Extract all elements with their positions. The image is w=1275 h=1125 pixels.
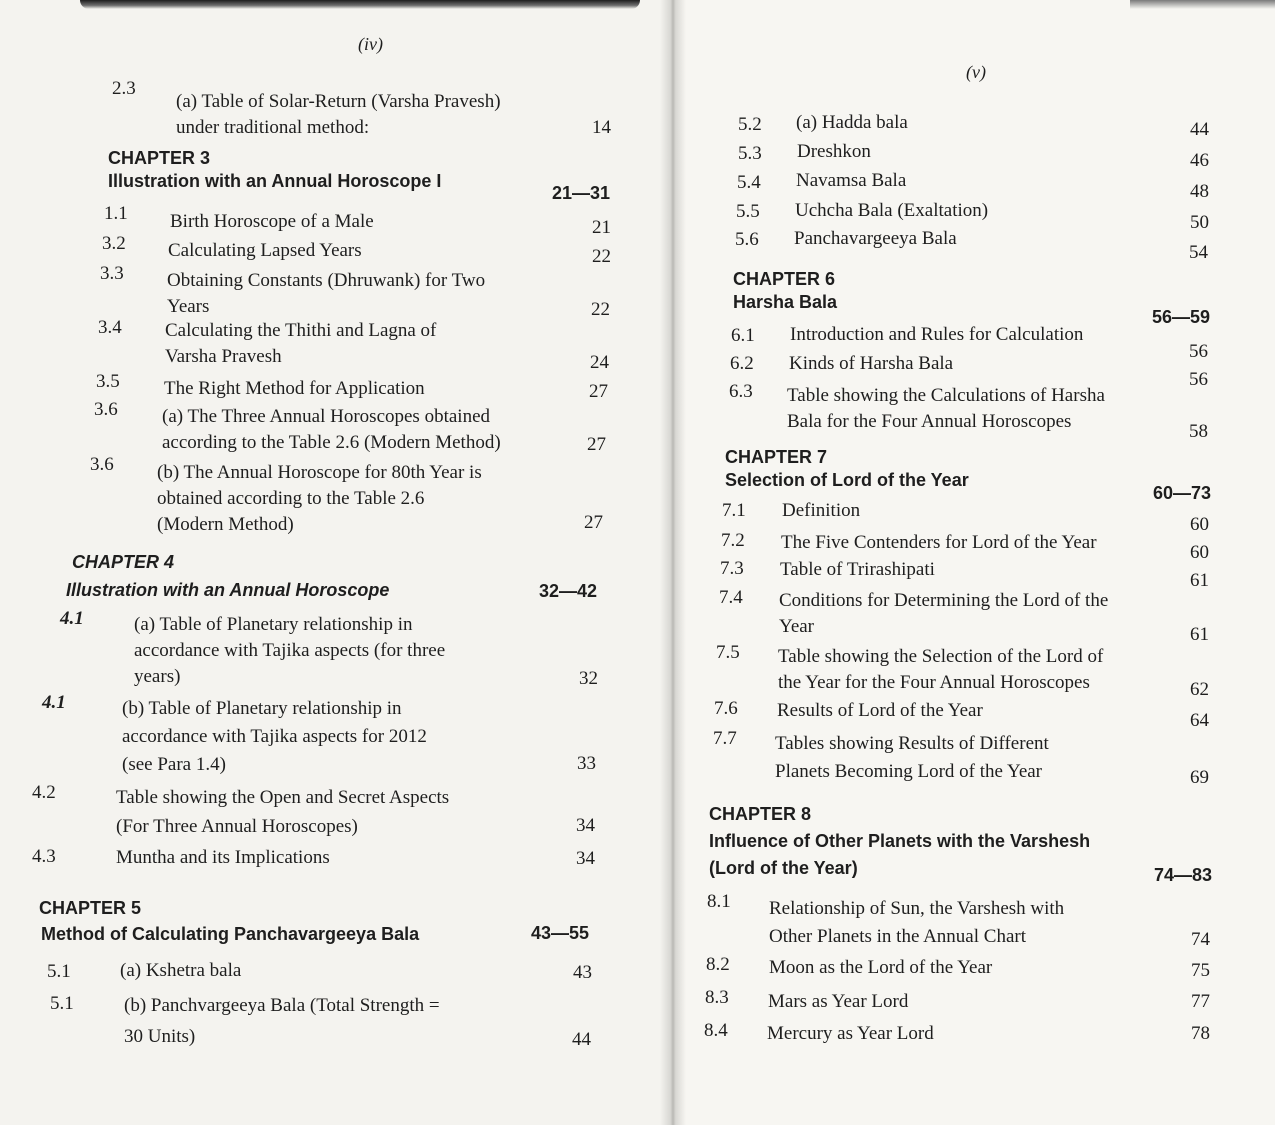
- toc-entry-number: 7.7: [713, 728, 737, 749]
- chapter-heading: CHAPTER 5 Method of Calculating Panchavargeeya Bala: [39, 898, 420, 944]
- toc-entry-page: 21: [592, 217, 611, 238]
- toc-entry-title: Table showing the Open and Secret Aspects (For Three Annual Horoscopes): [116, 787, 450, 837]
- toc-entry-title: (b) The Annual Horoscope for 80th Year is obtained according to the Table 2.6 (Modern Method): [157, 462, 482, 535]
- toc-entry-number: 7.4: [719, 587, 743, 608]
- toc-entry-title: Mars as Year Lord: [768, 991, 909, 1012]
- toc-entry-title: Birth Horoscope of a Male: [170, 211, 374, 232]
- toc-entry-title: (a) Table of Planetary relationship in accordance with Tajika aspects (for three years): [134, 614, 446, 687]
- toc-entry-page: 64: [1190, 710, 1209, 731]
- toc-entry-page: 32: [579, 668, 598, 689]
- toc-entry-title: Dreshkon: [797, 141, 871, 162]
- toc-entry-page: 77: [1191, 991, 1210, 1012]
- toc-entry-title: Table of Trirashipati: [780, 559, 935, 580]
- toc-entry-title: (a) Hadda bala: [796, 112, 908, 133]
- toc-entry-number: 6.1: [731, 325, 755, 346]
- toc-entry-number: 7.5: [716, 642, 740, 663]
- toc-entry-page: 22: [592, 246, 611, 267]
- toc-entry-page: 33: [577, 753, 596, 774]
- toc-entry-title: Table showing the Selection of the Lord of the Year for the Four Annual Horoscopes: [778, 646, 1104, 693]
- book-gutter: [660, 0, 686, 1125]
- toc-entry-page: 50: [1190, 212, 1209, 233]
- page-number-left: (iv): [358, 34, 383, 54]
- toc-entry-number: 3.6: [90, 454, 114, 475]
- chapter-page-range: 21—31: [552, 183, 611, 203]
- toc-entry-page: 56: [1189, 369, 1208, 390]
- toc-entry-title: (b) Table of Planetary relationship in accordance with Tajika aspects for 2012 (see Para 1.4): [122, 698, 427, 775]
- toc-entry-number: 4.3: [32, 846, 56, 867]
- toc-entry-number: 3.2: [102, 233, 126, 254]
- toc-entry-page: 61: [1190, 570, 1209, 591]
- toc-entry-number: 5.4: [737, 172, 761, 193]
- toc-entry-title: Results of Lord of the Year: [777, 700, 983, 721]
- toc-entry-number: 3.3: [100, 263, 124, 284]
- toc-entry-title: Muntha and its Implications: [116, 847, 330, 868]
- toc-entry-page: 43: [573, 962, 592, 983]
- toc-entry-page: 27: [589, 381, 608, 402]
- toc-entry-number: 5.3: [738, 143, 762, 164]
- toc-entry-page: 60: [1190, 514, 1209, 535]
- toc-entry-page: 56: [1189, 341, 1208, 362]
- toc-entry-number: 4.2: [32, 782, 56, 803]
- toc-entry-page: 48: [1190, 181, 1209, 202]
- toc-entry-page: 54: [1189, 242, 1208, 263]
- toc-entry-number: 1.1: [104, 203, 128, 224]
- top-edge-shadow-right: [1130, 0, 1275, 9]
- chapter-page-range: 56—59: [1152, 307, 1211, 327]
- toc-entry-page: 74: [1191, 929, 1210, 950]
- toc-entry-number: 5.2: [738, 114, 762, 135]
- toc-entry-number: 5.1: [47, 961, 71, 982]
- toc-entry-page: 60: [1190, 542, 1209, 563]
- toc-entry-title: Relationship of Sun, the Varshesh with Other Planets in the Annual Chart: [769, 898, 1065, 947]
- toc-entry-number: 8.1: [707, 891, 731, 912]
- toc-entry-number: 3.5: [96, 371, 120, 392]
- toc-entry-page: 14: [592, 117, 611, 138]
- toc-entry-page: 44: [1190, 119, 1209, 140]
- chapter-heading: CHAPTER 6 Harsha Bala: [733, 269, 838, 312]
- toc-entry-title: Tables showing Results of Different Planets Becoming Lord of the Year: [775, 733, 1049, 782]
- toc-entry-title: Obtaining Constants (Dhruwank) for Two Years: [167, 270, 486, 317]
- chapter-heading: CHAPTER 7 Selection of Lord of the Year: [725, 447, 969, 490]
- toc-entry-title: Kinds of Harsha Bala: [789, 353, 954, 374]
- chapter-page-range: 32—42: [539, 581, 598, 601]
- toc-entry-title: The Right Method for Application: [164, 378, 425, 399]
- toc-entry-title: Calculating Lapsed Years: [168, 240, 362, 261]
- toc-entry-page: 46: [1190, 150, 1209, 171]
- toc-entry-title: Panchavargeeya Bala: [794, 228, 957, 249]
- toc-entry-page: 22: [591, 299, 610, 320]
- toc-entry-number: 8.4: [704, 1020, 728, 1041]
- toc-entry-page: 69: [1190, 767, 1209, 788]
- toc-entry-number: 7.6: [714, 698, 738, 719]
- toc-entry-title: Introduction and Rules for Calculation: [790, 324, 1084, 345]
- toc-entry-number: 5.5: [736, 201, 760, 222]
- toc-entry-title: Conditions for Determining the Lord of the Year: [779, 590, 1109, 637]
- toc-entry-page: 27: [587, 434, 606, 455]
- toc-entry-page: 34: [576, 815, 595, 836]
- toc-entry-title: Moon as the Lord of the Year: [769, 957, 993, 978]
- toc-entry-number: 3.4: [98, 317, 122, 338]
- toc-entry-page: 24: [590, 352, 609, 373]
- toc-entry-page: 27: [584, 512, 603, 533]
- toc-entry-page: 62: [1190, 679, 1209, 700]
- toc-entry-title: Mercury as Year Lord: [767, 1023, 934, 1044]
- toc-entry-title: Navamsa Bala: [796, 170, 907, 191]
- toc-entry-number: 6.3: [729, 381, 753, 402]
- toc-entry-number: 7.1: [722, 500, 746, 521]
- toc-entry-number: 8.3: [705, 987, 729, 1008]
- toc-entry-number: 6.2: [730, 353, 754, 374]
- toc-entry-number: 3.6: [94, 399, 118, 420]
- toc-entry-title: (a) Kshetra bala: [120, 960, 242, 981]
- chapter-heading: CHAPTER 8 Influence of Other Planets with the Varshesh (Lord of the Year): [709, 804, 1091, 878]
- toc-entry-title: The Five Contenders for Lord of the Year: [781, 532, 1097, 553]
- toc-entry-page: 78: [1191, 1023, 1210, 1044]
- toc-entry-number: 7.3: [720, 558, 744, 579]
- toc-entry-title: (a) Table of Solar-Return (Varsha Pravesh) under traditional method:: [176, 91, 501, 138]
- toc-entry-page: 34: [576, 848, 595, 869]
- toc-entry-number: 7.2: [721, 530, 745, 551]
- toc-entry-number: 4.1: [60, 608, 84, 629]
- chapter-page-range: 43—55: [531, 923, 590, 943]
- toc-entry-page: 61: [1190, 624, 1209, 645]
- toc-entry-title: Definition: [782, 500, 861, 521]
- toc-entry-number: 5.6: [735, 229, 759, 250]
- toc-entry-number: 4.1: [42, 692, 66, 713]
- toc-entry-number: 2.3: [112, 78, 136, 99]
- chapter-heading: CHAPTER 4 Illustration with an Annual Horoscope: [66, 552, 390, 600]
- toc-entry-title: Calculating the Thithi and Lagna of Varsha Pravesh: [165, 320, 437, 367]
- toc-entry-page: 58: [1189, 421, 1208, 442]
- toc-entry-page: 75: [1191, 960, 1210, 981]
- chapter-page-range: 74—83: [1154, 865, 1213, 885]
- toc-entry-number: 8.2: [706, 954, 730, 975]
- page-number-right: (v): [966, 62, 986, 82]
- toc-entry-number: 5.1: [50, 993, 74, 1014]
- toc-entry-title: Uchcha Bala (Exaltation): [795, 200, 989, 221]
- toc-entry-title: (a) The Three Annual Horoscopes obtained according to the Table 2.6 (Modern Method): [162, 406, 501, 453]
- toc-entry-title: (b) Panchvargeeya Bala (Total Strength = 30 Units): [124, 995, 440, 1047]
- top-edge-shadow: [80, 0, 640, 9]
- chapter-heading: CHAPTER 3 Illustration with an Annual Horoscope I: [108, 148, 442, 191]
- toc-entry-title: Table showing the Calculations of Harsha Bala for the Four Annual Horoscopes: [787, 385, 1105, 432]
- toc-entry-page: 44: [572, 1029, 591, 1050]
- chapter-page-range: 60—73: [1153, 483, 1212, 503]
